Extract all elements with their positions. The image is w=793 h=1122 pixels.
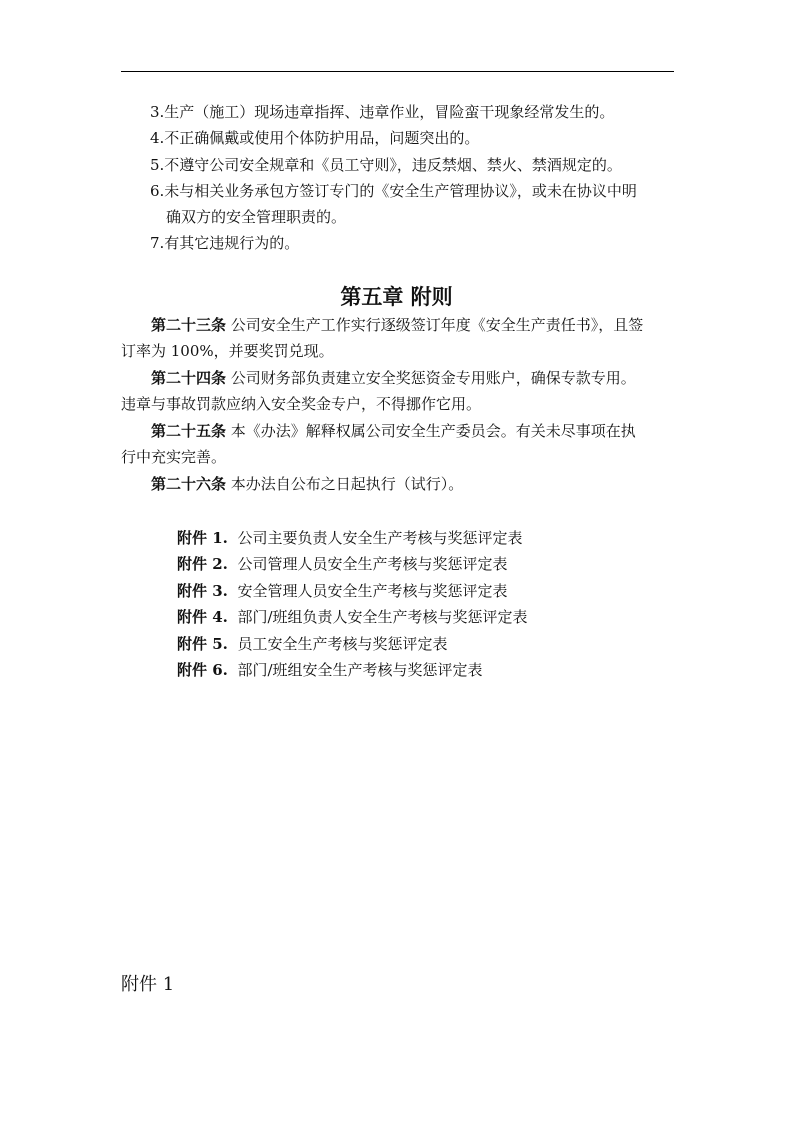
attachment-heading: 附件 1	[121, 974, 175, 995]
attachment-label: 附件 2.	[177, 555, 228, 573]
article-24	[151, 368, 636, 388]
attachment-text: 部门/班组负责人安全生产考核与奖惩评定表	[237, 608, 528, 626]
attachment-label: 附件 1.	[177, 529, 228, 547]
list-item: 5.不遵守公司安全规章和《员工守则》，违反禁烟、禁火、禁酒规定的。	[150, 156, 622, 174]
article-23-cont: 订率为 100%，并要奖罚兑现。	[121, 342, 334, 360]
attachment-label: 附件 4.	[177, 608, 228, 626]
attachment-label: 附件 5.	[177, 635, 228, 653]
attachment-text: 部门/班组安全生产考核与奖惩评定表	[237, 661, 483, 679]
article-label: 第二十四条	[151, 369, 227, 387]
chapter-title: 第五章 附则	[340, 284, 453, 309]
article-24-cont: 违章与事故罚款应纳入安全奖金专户，不得挪作它用。	[121, 395, 482, 413]
attachment-label: 附件 6.	[177, 661, 228, 679]
article-label: 第二十六条	[151, 475, 227, 493]
list-item: 3.生产（施工）现场违章指挥、违章作业，冒险蛮干现象经常发生的。	[150, 103, 615, 121]
article-text: 公司安全生产工作实行逐级签订年度《安全生产责任书》，且签	[226, 316, 644, 334]
attachment-item	[177, 660, 483, 680]
attachment-item	[177, 634, 447, 654]
article-25-cont: 行中充实完善。	[121, 448, 227, 466]
attachment-item	[177, 607, 528, 627]
article-label: 第二十五条	[151, 422, 227, 440]
attachment-item	[177, 554, 507, 574]
article-label: 第二十三条	[151, 316, 227, 334]
article-text: 公司财务部负责建立安全奖惩资金专用账户，确保专款专用。	[226, 369, 636, 387]
attachment-text: 公司管理人员安全生产考核与奖惩评定表	[237, 555, 508, 573]
list-item: 4.不正确佩戴或使用个体防护用品，问题突出的。	[150, 129, 480, 147]
attachment-text: 公司主要负责人安全生产考核与奖惩评定表	[237, 529, 523, 547]
article-25	[151, 421, 636, 441]
list-item: 7.有其它违规行为的。	[150, 234, 300, 252]
header-rule	[121, 71, 674, 72]
attachment-item	[177, 528, 522, 548]
list-item-continuation: 确双方的安全管理职责的。	[166, 208, 347, 226]
list-item: 6.未与相关业务承包方签订专门的《安全生产管理协议》，或未在协议中明	[150, 182, 637, 200]
attachment-text: 员工安全生产考核与奖惩评定表	[237, 635, 448, 653]
attachment-item	[177, 581, 507, 601]
attachment-label: 附件 3.	[177, 582, 228, 600]
article-text: 本《办法》解释权属公司安全生产委员会。有关未尽事项在执	[226, 422, 636, 440]
article-text: 本办法自公布之日起执行（试行）。	[226, 475, 464, 493]
article-23	[151, 315, 643, 335]
attachment-text: 安全管理人员安全生产考核与奖惩评定表	[237, 582, 508, 600]
article-26	[151, 474, 463, 494]
